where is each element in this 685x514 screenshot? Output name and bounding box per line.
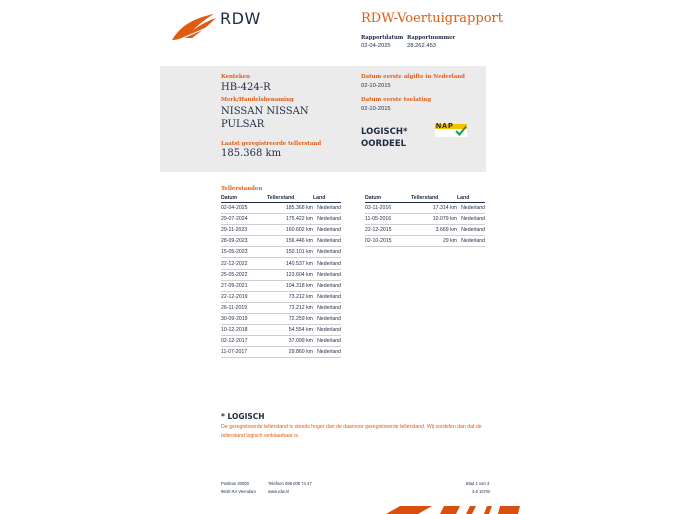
row-km: 185.368 km — [267, 203, 313, 214]
table-row — [365, 225, 485, 236]
col-date-header: Datum — [221, 194, 267, 203]
footer-page: Blad 1 van 3 — [466, 481, 490, 486]
row-land: Nederland — [313, 236, 341, 247]
row-land: Nederland — [313, 258, 341, 269]
last-odometer-label: Laatst geregistreerde tellerstand — [221, 141, 322, 147]
table-row — [221, 347, 341, 358]
row-km: 54.554 km — [267, 325, 313, 336]
row-land: Nederland — [313, 325, 341, 336]
row-km: 29.860 km — [267, 347, 313, 358]
table-row — [221, 291, 341, 302]
first-admission-label: Datum eerste toelating — [361, 97, 431, 103]
row-date: 29-07-2024 — [221, 214, 267, 225]
row-land: Nederland — [313, 313, 341, 324]
row-km: 156.446 km — [267, 236, 313, 247]
last-odometer-value: 185.368 km — [221, 148, 282, 159]
row-km: 73.212 km — [267, 291, 313, 302]
row-land: Nederland — [457, 214, 485, 225]
table-row — [221, 236, 341, 247]
row-km: 73.212 km — [267, 302, 313, 313]
report-date-label: Rapportdatum — [361, 35, 404, 41]
row-land: Nederland — [313, 302, 341, 313]
make-line1: NISSAN NISSAN — [221, 106, 309, 117]
make-label: Merk/Handelsbenaming — [221, 97, 294, 103]
table-row — [221, 258, 341, 269]
row-date: 25-05-2022 — [221, 269, 267, 280]
first-nl-label: Datum eerste afgifte in Nederland — [361, 74, 465, 80]
odometer-section-title: Tellerstanden — [221, 186, 263, 192]
row-date: 27-09-2021 — [221, 280, 267, 291]
table-row — [221, 214, 341, 225]
row-land: Nederland — [313, 247, 341, 258]
row-date: 28-09-2023 — [221, 236, 267, 247]
row-date: 26-11-2019 — [221, 302, 267, 313]
first-nl-value: 02-10-2015 — [361, 83, 391, 89]
col-km-header: Tellerstand — [411, 194, 457, 203]
row-km: 104.318 km — [267, 280, 313, 291]
row-land: Nederland — [313, 203, 341, 214]
table-row — [221, 313, 341, 324]
row-date: 22-12-2022 — [221, 258, 267, 269]
footer-address: 9640 RA Veendam — [221, 489, 256, 494]
row-land: Nederland — [313, 291, 341, 302]
nap-logo-text: NAP — [436, 123, 454, 130]
row-land: Nederland — [313, 336, 341, 347]
report-number-label: Rapportnummer — [407, 35, 456, 41]
col-km-header: Tellerstand — [267, 194, 313, 203]
row-date: 22-12-2019 — [221, 291, 267, 302]
row-km: 160.602 km — [267, 225, 313, 236]
table-row — [221, 325, 341, 336]
row-land: Nederland — [457, 236, 485, 247]
row-km: 175.422 km — [267, 214, 313, 225]
row-km: 17.314 km — [411, 203, 457, 214]
row-land: Nederland — [457, 225, 485, 236]
row-date: 02-10-2015 — [365, 236, 411, 247]
row-km: 10.079 km — [411, 214, 457, 225]
row-km: 3.669 km — [411, 225, 457, 236]
table-row — [365, 236, 485, 247]
odometer-table-left — [221, 194, 341, 358]
table-row — [221, 269, 341, 280]
logo-text: RDW — [220, 9, 261, 28]
row-date: 29-11-2023 — [221, 225, 267, 236]
report-date: 02-04-2025 — [361, 43, 391, 49]
row-date: 03-11-2016 — [365, 203, 411, 214]
row-land: Nederland — [313, 225, 341, 236]
row-km: 72.259 km — [267, 313, 313, 324]
judgement-line2: OORDEEL — [361, 139, 407, 149]
table-row — [221, 302, 341, 313]
row-date: 02-12-2017 — [221, 336, 267, 347]
row-km: 140.537 km — [267, 258, 313, 269]
row-km: 150.101 km — [267, 247, 313, 258]
footer-web[interactable]: www.rdw.nl — [268, 489, 289, 494]
odometer-table-right — [365, 194, 485, 247]
row-date: 22-12-2015 — [365, 225, 411, 236]
footnote-text: De geregistreerde tellerstand is steeds hoger dan de daarvoor geregistreerde tellerstand. Wij oordelen dan dat de tellerstand logisch verklaarbaar is. — [221, 424, 482, 439]
table-row — [221, 280, 341, 291]
row-date: 30-09-2019 — [221, 313, 267, 324]
make-line2: PULSAR — [221, 119, 265, 130]
row-date: 15-05-2023 — [221, 247, 267, 258]
table-row — [221, 247, 341, 258]
footer-stripe-graphic — [380, 506, 520, 514]
row-date: 11-07-2017 — [221, 347, 267, 358]
row-km: 123.604 km — [267, 269, 313, 280]
row-date: 10-12-2018 — [221, 325, 267, 336]
col-land-header: Land — [457, 194, 485, 203]
row-land: Nederland — [313, 269, 341, 280]
row-date: 02-04-2025 — [221, 203, 267, 214]
footer-code: 3.6 167W — [472, 489, 490, 494]
nap-badge — [435, 124, 467, 137]
report-title: RDW-Voertuigrapport — [361, 11, 503, 26]
plate-value: HB-424-R — [221, 82, 271, 93]
row-km: 37.099 km — [267, 336, 313, 347]
row-land: Nederland — [457, 203, 485, 214]
col-date-header: Datum — [365, 194, 411, 203]
report-number: 28.262.453 — [407, 43, 437, 49]
judgement-line1: LOGISCH* — [361, 127, 408, 137]
row-date: 11-05-2016 — [365, 214, 411, 225]
row-km: 29 km — [411, 236, 457, 247]
table-row — [365, 203, 485, 214]
table-row — [221, 225, 341, 236]
col-land-header: Land — [313, 194, 341, 203]
row-land: Nederland — [313, 347, 341, 358]
footer-phone: Telefoon 088 008 74 47 — [268, 481, 312, 486]
plate-label: Kenteken — [221, 74, 250, 80]
row-land: Nederland — [313, 280, 341, 291]
row-land: Nederland — [313, 214, 341, 225]
footer-postbus: Postbus 30000 — [221, 481, 249, 486]
footnote-title: * LOGISCH — [221, 412, 265, 421]
check-icon — [455, 125, 467, 136]
overview-panel — [160, 66, 486, 172]
table-row — [221, 336, 341, 347]
first-admission-value: 02-10-2015 — [361, 106, 391, 112]
table-row — [221, 203, 341, 214]
table-row — [365, 214, 485, 225]
